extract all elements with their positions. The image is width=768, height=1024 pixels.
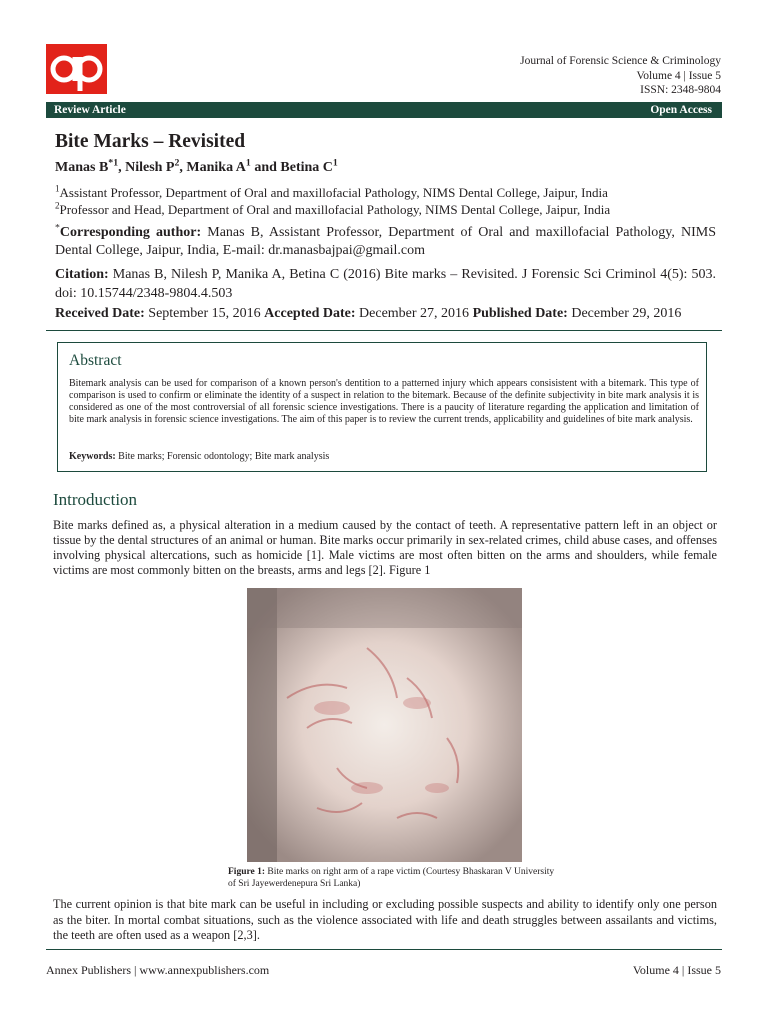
- author-name: Betina C: [280, 160, 333, 175]
- article-title: Bite Marks – Revisited: [55, 131, 246, 152]
- published-label: Published Date:: [472, 306, 568, 321]
- corresponding-mark: *: [55, 222, 60, 234]
- author-sup: 1: [332, 157, 338, 169]
- corresponding-label: Corresponding author:: [59, 225, 202, 240]
- author-separator: ,: [118, 160, 126, 175]
- citation-label: Citation:: [55, 267, 109, 282]
- introduction-paragraph: Bite marks defined as, a physical alteration in a medium caused by the contact of teeth. A representative pattern left in an object or tissue by the dental structures of an animal or human. Bite marks occur primarily in sex-related crimes, child abuse cases, and offenses involving physical altercations, such as homicide [1]. Male victims are most often bitten on the arms and shoulders, while female victims are most commonly bitten on the breasts, arms and legs [2]. Figure 1: [53, 518, 717, 577]
- journal-volume-issue: Volume 4 | Issue 5: [636, 69, 721, 82]
- affiliations: [55, 184, 715, 218]
- corresponding-text: Manas B, Assistant Professor, Department of Oral and maxillofacial Pathology, NIMS Dental College, Jaipur, India, E-mail: dr.manasbajpai@gmail.com: [55, 225, 717, 258]
- published-date: December 29, 2016: [567, 306, 682, 321]
- citation: [55, 265, 716, 303]
- author-name: Manika A: [186, 160, 246, 175]
- open-access-label: Open Access: [650, 104, 712, 116]
- author-name: Manas B: [55, 160, 109, 175]
- introduction-heading: Introduction: [53, 490, 138, 509]
- received-label: Received Date:: [55, 306, 145, 321]
- affiliation-text: Professor and Head, Department of Oral and maxillofacial Pathology, NIMS Dental College, Jaipur, India: [59, 202, 611, 217]
- ap-logo-icon: [46, 44, 107, 94]
- accepted-label: Accepted Date:: [264, 306, 356, 321]
- body-paragraph: The current opinion is that bite mark can be useful in including or excluding possible suspects and ability to identify only one person as the biter. In mortal combat situations, such as the violence associated with life and death struggles between assailants and victims, the teeth are often used as a weapon [2,3].: [53, 897, 717, 942]
- abstract-heading: Abstract: [69, 352, 122, 369]
- affiliation: [55, 201, 715, 218]
- citation-text: Manas B, Nilesh P, Manika A, Betina C (2016) Bite marks – Revisited. J Forensic Sci Criminol 4(5): 503. doi: 10.15744/2348-9804.4.503: [55, 267, 716, 301]
- abstract-text: Bitemark analysis can be used for comparison of a known person's dentition to a patterned injury which appears consisistent with a bitemark. This type of comparison is used to confirm or eliminate the identity of a suspect in relation to the bitemark. Because of the definite subjectivity in bite mark analysis it is considered as one of the most controversial of all forensic science investigations. There is a paucity of literature regarding the application and limitation of bite mark analysis in forensic science investigations. The aim of this paper is to review the current trends, applicability and guidelines of bite mark analysis.: [69, 378, 699, 425]
- footer-divider: [46, 949, 722, 950]
- affiliation-sup: 1: [55, 183, 60, 194]
- affiliation: [55, 184, 715, 201]
- journal-info: [520, 54, 721, 98]
- article-type-banner: [46, 102, 722, 118]
- affiliation-sup: 2: [55, 200, 60, 211]
- figure-caption: [228, 866, 558, 890]
- accepted-date: December 27, 2016: [355, 306, 473, 321]
- corresponding-author: [55, 224, 716, 260]
- received-date: September 15, 2016: [144, 306, 265, 321]
- footer-publisher: Annex Publishers | www.annexpublishers.com: [46, 963, 270, 977]
- author-list: [55, 157, 338, 176]
- figure-1-image: [247, 588, 522, 862]
- figure-caption-text: Bite marks on right arm of a rape victim (Courtesy Bhaskaran V University of Sri Jayewerdenepura Sri Lanka): [228, 867, 555, 889]
- keywords-text: Bite marks; Forensic odontology; Bite mark analysis: [115, 451, 330, 462]
- publisher-logo: [46, 44, 107, 94]
- footer-volume-issue: Volume 4 | Issue 5: [632, 963, 721, 977]
- keywords-label: Keywords:: [69, 451, 116, 462]
- author-sup: 1: [245, 157, 251, 169]
- figure-caption-label: Figure 1:: [228, 867, 266, 877]
- article-dates: [55, 306, 717, 322]
- author-name: Nilesh P: [125, 160, 175, 175]
- author-separator: and: [250, 160, 281, 175]
- bite-mark-photo: [247, 588, 522, 862]
- journal-issn: ISSN: 2348-9804: [640, 84, 721, 96]
- author-separator: ,: [179, 160, 187, 175]
- author-sup: *1: [108, 157, 119, 169]
- abstract-box: [57, 342, 707, 472]
- affiliation-text: Assistant Professor, Department of Oral and maxillofacial Pathology, NIMS Dental College, Jaipur, India: [59, 185, 608, 200]
- journal-name: Journal of Forensic Science & Criminology: [520, 55, 721, 67]
- author-sup: 2: [174, 157, 180, 169]
- article-type: Review Article: [54, 104, 126, 116]
- header-divider: [46, 330, 722, 331]
- keywords: [69, 451, 329, 462]
